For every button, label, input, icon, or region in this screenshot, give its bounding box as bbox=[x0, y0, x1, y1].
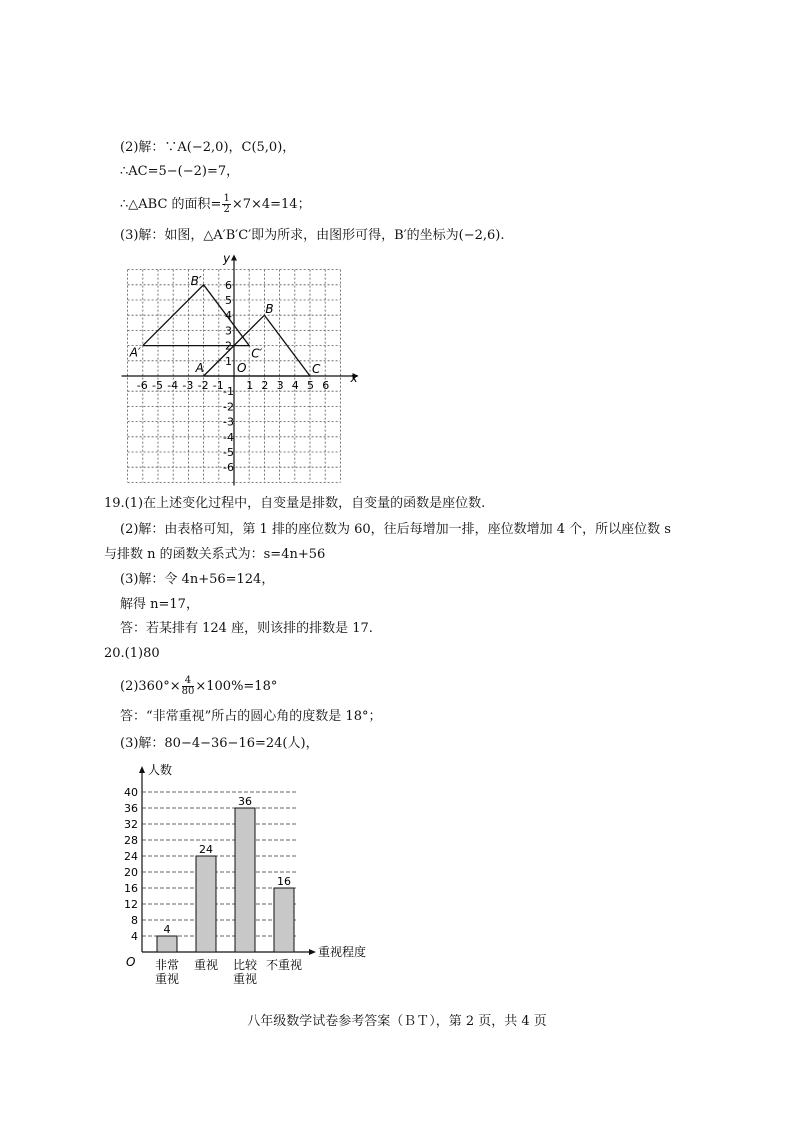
q18-area-prefix: ∴△ABC 的面积= bbox=[120, 197, 222, 212]
q18-part2-line3 bbox=[120, 194, 311, 215]
bar bbox=[157, 936, 177, 952]
x-tick-label: 6 bbox=[322, 379, 330, 392]
x-tick-label: -2 bbox=[197, 379, 209, 392]
y-axis-arrow bbox=[231, 254, 237, 260]
bar bbox=[196, 856, 216, 952]
y-tick-label: 28 bbox=[124, 834, 138, 847]
y-tick-label: -4 bbox=[223, 430, 234, 444]
y-tick-label: -2 bbox=[223, 400, 234, 414]
q18-area-suffix: ×7×4=14； bbox=[231, 197, 311, 212]
y-tick-label: 12 bbox=[124, 898, 138, 911]
y-tick-label: 1 bbox=[225, 354, 232, 368]
label-b: B bbox=[265, 302, 274, 317]
q20-part2-line1 bbox=[120, 676, 277, 697]
category-label: 比较 bbox=[232, 958, 258, 972]
bar bbox=[274, 888, 294, 952]
q19-part2-line1: (2)解：由表格可知，第 1 排的座位数为 60，往后每增加一排，座位数增加 4 个，所以座位数 s bbox=[120, 522, 671, 537]
label-c-prime: C′ bbox=[251, 346, 263, 361]
q18-part3-line: (3)解：如图，△A′B′C′即为所求，由图形可得，B′的坐标为(−2,6). bbox=[120, 228, 505, 243]
y-axis-title: 人数 bbox=[148, 763, 173, 777]
label-c: C bbox=[312, 362, 321, 376]
y-tick-label: 3 bbox=[225, 324, 232, 338]
x-tick-label: -6 bbox=[136, 379, 148, 392]
q20-part3-line: (3)解：80−4−36−16=24(人)， bbox=[120, 736, 319, 751]
y-tick-label: 4 bbox=[225, 309, 232, 323]
y-tick-label: 2 bbox=[225, 339, 232, 353]
y-tick-label: 40 bbox=[124, 786, 138, 799]
q20-part1: 20.(1)80 bbox=[104, 646, 160, 661]
x-axis-label: x bbox=[350, 371, 358, 385]
category-label: 重视 bbox=[154, 972, 180, 986]
x-tick-label: 5 bbox=[307, 379, 314, 392]
q18-part2-line2: ∴AC=5−(−2)=7， bbox=[120, 164, 240, 179]
label-a: A bbox=[195, 361, 204, 375]
category-label: 重视 bbox=[193, 958, 219, 972]
y-tick-label: 5 bbox=[225, 294, 232, 307]
q19-part1: 19.(1)在上述变化过程中，自变量是排数，自变量的函数是座位数. bbox=[104, 496, 486, 511]
q19-part3-line2: 解得 n=17， bbox=[120, 597, 199, 612]
y-axis-arrow bbox=[139, 766, 145, 773]
y-tick-label: 36 bbox=[124, 802, 138, 815]
x-tick-label: 3 bbox=[276, 379, 284, 392]
data-label: 4 bbox=[163, 923, 171, 936]
fraction-denominator: 2 bbox=[223, 204, 230, 215]
x-axis-arrow bbox=[309, 949, 316, 955]
q19-answer: 答：若某排有 124 座，则该排的排数是 17. bbox=[120, 621, 373, 636]
origin-label: O bbox=[126, 955, 136, 969]
x-tick-label: -3 bbox=[182, 379, 194, 392]
data-label: 16 bbox=[277, 875, 291, 888]
data-label: 36 bbox=[238, 795, 252, 808]
origin-label: O bbox=[237, 361, 247, 375]
category-label: 非常 bbox=[154, 958, 180, 972]
label-a-prime: A′ bbox=[129, 345, 141, 360]
y-tick-label: 24 bbox=[124, 850, 138, 863]
bar-chart bbox=[118, 760, 378, 992]
y-tick-label: 16 bbox=[124, 882, 138, 895]
q20-angle-prefix: (2)360°× bbox=[120, 679, 181, 694]
q18-part2-line1: (2)解：∵A(−2,0)，C(5,0)， bbox=[120, 140, 296, 155]
q18-half-fraction bbox=[222, 194, 230, 215]
x-tick-label: 1 bbox=[246, 379, 254, 392]
y-tick-label: 4 bbox=[131, 930, 138, 943]
y-tick-label: 20 bbox=[124, 866, 138, 879]
y-tick-label: -5 bbox=[223, 446, 234, 459]
x-axis-title: 重视程度 bbox=[318, 945, 367, 959]
x-tick-label: 2 bbox=[261, 379, 269, 392]
q20-fraction bbox=[182, 676, 195, 697]
category-label: 不重视 bbox=[265, 958, 303, 972]
fraction-numerator: 4 bbox=[182, 676, 195, 687]
data-label: 24 bbox=[199, 843, 213, 856]
coordinate-grid-figure bbox=[118, 254, 368, 486]
y-tick-label: -1 bbox=[223, 385, 234, 399]
page-footer: 八年级数学试卷参考答案（ＢＴ），第 2 页，共 4 页 bbox=[247, 1014, 547, 1029]
label-b-prime: B′ bbox=[190, 273, 202, 288]
y-axis-label: y bbox=[223, 254, 231, 266]
bar bbox=[235, 808, 255, 952]
q20-angle-suffix: ×100%=18° bbox=[195, 679, 278, 694]
x-tick-label: 4 bbox=[291, 379, 299, 392]
fraction-denominator: 80 bbox=[181, 686, 195, 697]
q20-part2-answer: 答：“非常重视”所占的圆心角的度数是 18°； bbox=[120, 709, 382, 724]
x-tick-label: -4 bbox=[167, 379, 179, 392]
y-tick-label: -3 bbox=[223, 415, 234, 429]
q19-part2-line2: 与排数 n 的函数关系式为：s=4n+56 bbox=[104, 547, 326, 562]
x-tick-label: -5 bbox=[152, 379, 163, 392]
category-label: 重视 bbox=[232, 972, 258, 986]
y-tick-label: 8 bbox=[131, 914, 138, 927]
y-tick-label: 32 bbox=[124, 818, 138, 831]
y-tick-label: -6 bbox=[223, 461, 234, 475]
q19-part3-line1: (3)解：令 4n+56=124， bbox=[120, 572, 275, 587]
y-tick-label: 6 bbox=[225, 278, 232, 292]
fraction-numerator: 1 bbox=[223, 193, 230, 204]
x-tick-label: -1 bbox=[212, 379, 224, 392]
